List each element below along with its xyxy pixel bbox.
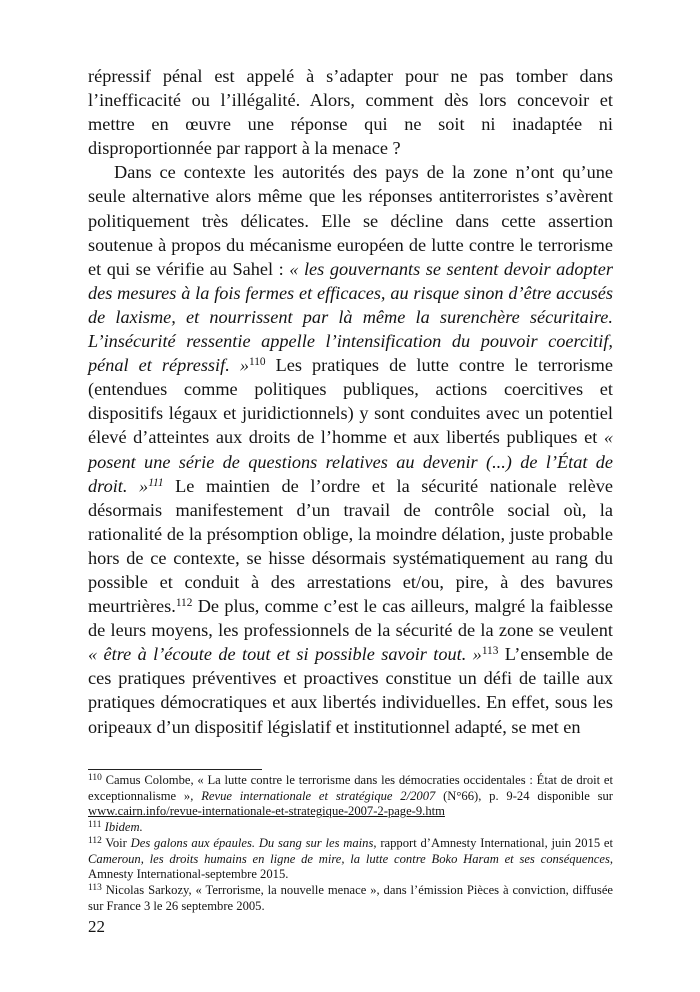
footnote-number: 112	[88, 835, 102, 846]
text-run: Les pratiques de lutte contre le terrorisme (entendues comme politiques publiques, actions coercitives et dispositifs légaux et juridictionnels) y sont conduites avec un potentiel élevé d’atteintes aux droits de l’homme et aux libertés publiques et	[88, 355, 613, 448]
footnote-number: 113	[88, 882, 102, 893]
quotation: « les gouvernants se sentent devoir adopter des mesures à la fois fermes et efficaces, au risque sinon d’être accusés de laxisme, et nourrissent par là même la surenchère sécuritaire. L’insécurité ressentie appelle l’intensification du pouvoir coercitif, pénal et répressif. »	[88, 258, 613, 376]
footnote-separator	[88, 769, 262, 770]
paragraph	[88, 160, 613, 738]
footnote-text: Voir	[101, 835, 131, 850]
footnote-ref-113[interactable]: 113	[481, 645, 499, 658]
footnote-113	[88, 883, 613, 914]
text-run: Dans ce contexte les autorités des pays de la zone n’ont qu’une seule alternative alors même que les réponses antiterroristes s’avèrent politiquement très délicates. Elle se décline dans cette assertion soutenue à propos du mécanisme européen de lutte contre le terrorisme et qui se vérifie au Sahel :	[88, 162, 613, 279]
paragraph-continued: répressif pénal est appelé à s’adapter pour ne pas tomber dans l’inefficacité ou l’illégalité. Alors, comment dès lors concevoir et mettre en œuvre une réponse qui ne soit ni inadaptée ni disproportionnée par rapport à la menace ?	[88, 66, 613, 159]
quotation: « posent une série de questions relatives au devenir (...) de l’État de droit. »	[88, 427, 613, 496]
footnote-ref-111[interactable]	[148, 476, 163, 488]
footnote-111	[88, 820, 613, 836]
footnote-text: Nicolas Sarkozy, « Terrorisme, la nouvelle menace », dans l’émission Pièces à conviction, diffusée sur France 3 le 26 septembre 2005.	[88, 882, 613, 913]
footnote-text: Ibidem.	[104, 820, 143, 835]
cairn-link[interactable]: www.cairn.info/revue-internationale-et-strategique-2007-2-page-9.htm	[88, 804, 445, 819]
text-run: L’ensemble de ces pratiques préventives et proactives constitue un défi de taille aux pratiques démocratiques et aux libertés individuelles. En effet, sous les oripeaux d’un dispositif législatif et institutionnel adapté, se met en	[88, 644, 613, 737]
footnote-number: 110	[88, 772, 102, 783]
footnote-text: , rapport d’Amnesty International, juin 2015 et	[373, 835, 613, 850]
text-run: De plus, comme c’est le cas ailleurs, malgré la faiblesse de leurs moyens, les professionnels de la sécurité de la zone se veulent	[88, 596, 613, 641]
footnote-112	[88, 836, 613, 883]
text-run: Le maintien de l’ordre et la sécurité nationale relève désormais manifestement d’un travail de contrôle social où, la rationalité de la présomption oblige, la moindre délation, juste probable hors de ce contexte, se hisse désormais systématiquement au rang du possible et conduit à des arrestations et/ou, pire, à des bavures meurtrières.	[88, 475, 613, 617]
footnote-text: Camus Colombe, « La lutte contre le terrorisme dans les démocraties occidentales : État de droit et exceptionnalisme »,	[88, 773, 613, 803]
footnote-ref-label: 111	[148, 476, 164, 489]
footnote-number: 111	[88, 819, 102, 830]
journal-title: Revue internationale et stratégique 2/2007	[201, 788, 436, 803]
quotation: « être à l’écoute de tout et si possible savoir tout. »	[88, 644, 482, 665]
footnote-110	[88, 773, 613, 820]
footnote-text: , Amnesty International-septembre 2015.	[88, 851, 613, 882]
footnote-text: (N°66), p. 9-24 disponible sur	[435, 788, 613, 803]
main-text	[88, 64, 613, 739]
report-title: Des galons aux épaules. Du sang sur les mains	[130, 835, 374, 850]
footnote-ref-112[interactable]: 112	[175, 596, 193, 609]
footnotes	[88, 773, 613, 914]
page-number: 22	[88, 917, 105, 936]
report-title: Cameroun, les droits humains en ligne de mire, la lutte contre Boko Haram et ses conséquences	[88, 851, 610, 866]
footnote-ref-110[interactable]: 110	[248, 355, 266, 368]
